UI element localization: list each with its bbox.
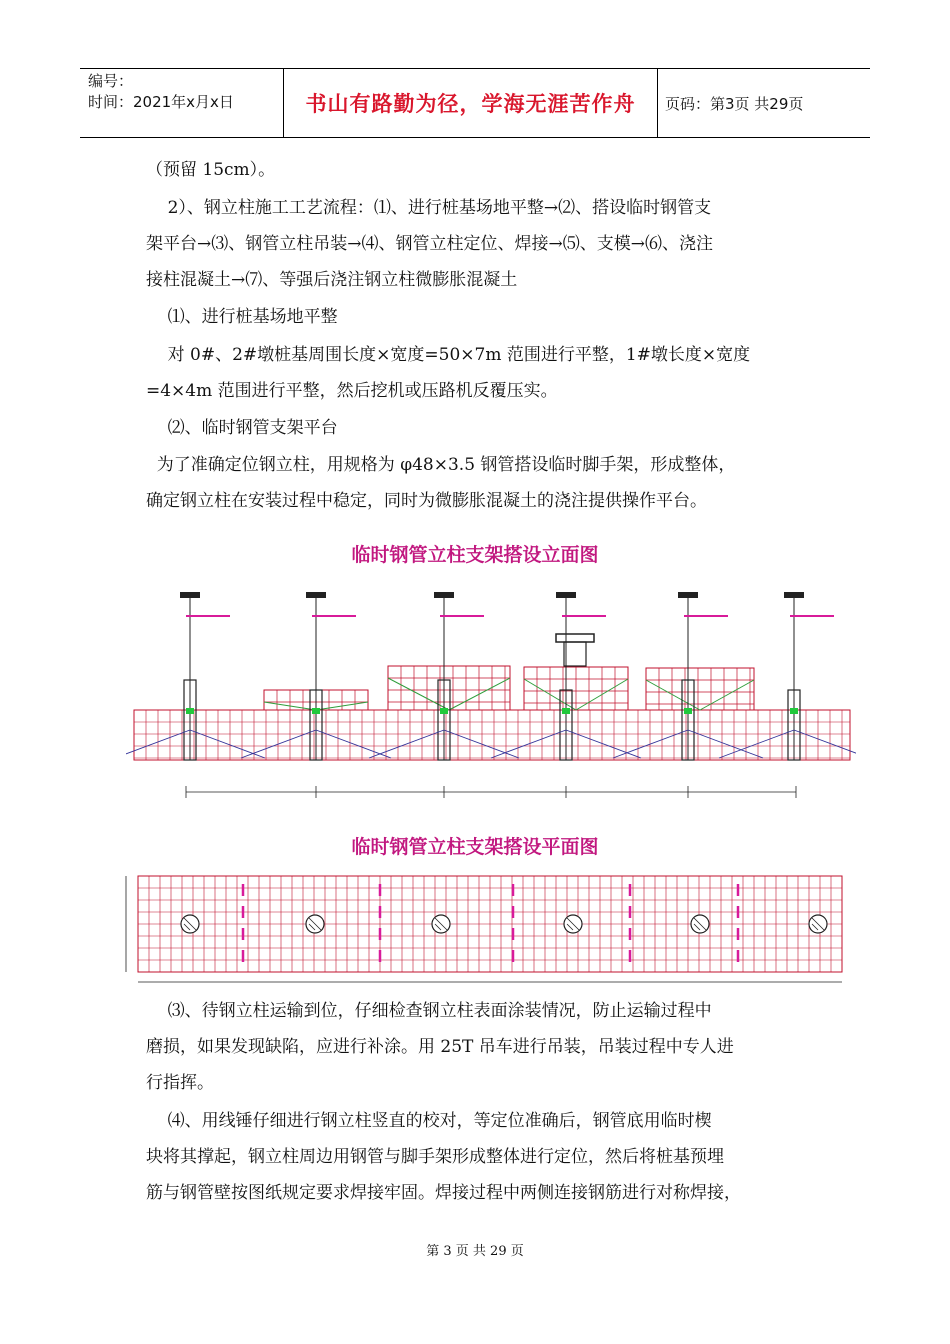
document-date: 时间：2021年x月x日 [88, 93, 234, 111]
text-line: 对 0#、2#墩桩基周围长度×宽度=50×7m 范围进行平整，1#墩长度×宽度 [146, 345, 751, 365]
base-scaffold-band [134, 710, 850, 760]
text-line: =4×4m 范围进行平整，然后挖机或压路机反覆压实。 [146, 381, 558, 401]
column-cap [678, 592, 698, 598]
paragraph-step4 [146, 1103, 816, 1211]
elevation-figure-title: 临时钢管立柱支架搭设立面图 [351, 544, 599, 566]
column-cap [556, 592, 576, 598]
column-marker [440, 708, 448, 714]
column-cap [180, 592, 200, 598]
paragraph-step3 [146, 993, 816, 1101]
column-marker [562, 708, 570, 714]
column-marker [312, 708, 320, 714]
text-line: 架平台→⑶、钢管立柱吊装→⑷、钢管立柱定位、焊接→⑸、支模→⑹、浇注 [146, 234, 713, 254]
paragraph-reserve [146, 152, 816, 188]
paragraph-step1-title [146, 299, 816, 335]
text-line: 为了准确定位钢立柱，用规格为 φ48×3.5 钢管搭设临时脚手架，形成整体， [146, 455, 736, 475]
header-meta [80, 69, 283, 137]
text-line: 确定钢立柱在安装过程中稳定，同时为微膨胀混凝土的浇注提供操作平台。 [146, 491, 707, 511]
text-line: ⑵、临时钢管支架平台 [146, 418, 338, 438]
text-line: 块将其撑起，钢立柱周边用钢管与脚手架形成整体进行定位，然后将桩基预埋 [146, 1147, 724, 1167]
page-footer: 第 3 页 共 29 页 [426, 1244, 524, 1259]
text-line: 接柱混凝土→⑺、等强后浇注钢立柱微膨胀混凝土 [146, 270, 518, 290]
column-marker [186, 708, 194, 714]
text-line: ⑷、用线锤仔细进行钢立柱竖直的校对，等定位准确后，钢管底用临时楔 [146, 1111, 712, 1131]
text-line: 磨损，如果发现缺陷，应进行补涂。用 25T 吊车进行吊装，吊装过程中专人进 [146, 1037, 734, 1057]
elevation-drawing [126, 580, 856, 810]
header-page-number: 页码：第3页 共29页 [665, 94, 804, 113]
text-line: （预留 15cm）。 [146, 160, 276, 180]
text-line: 筋与钢管壁按图纸规定要求焊接牢固。焊接过程中两侧连接钢筋进行对称焊接， [146, 1183, 741, 1203]
paragraph-step2-body [146, 447, 816, 519]
page-header [80, 68, 870, 138]
text-line: 2）、钢立柱施工工艺流程：⑴、进行桩基场地平整→⑵、搭设临时钢管支 [146, 198, 712, 218]
column-cap [306, 592, 326, 598]
header-motto: 书山有路勤为径，学海无涯苦作舟 [283, 69, 658, 137]
paragraph-step1-body [146, 337, 816, 409]
plan-drawing [118, 870, 858, 986]
column-marker [684, 708, 692, 714]
text-line: ⑶、待钢立柱运输到位，仔细检查钢立柱表面涂装情况，防止运输过程中 [146, 1001, 712, 1021]
paragraph-step2-title [146, 410, 816, 446]
column-cap [784, 592, 804, 598]
plan-figure-title: 临时钢管立柱支架搭设平面图 [351, 836, 599, 858]
document-number: 编号： [88, 72, 134, 90]
pier-cap [556, 634, 594, 642]
pier-neck [564, 642, 586, 666]
text-line: ⑴、进行桩基场地平整 [146, 307, 338, 327]
paragraph-process-flow [146, 190, 816, 298]
text-line: 行指挥。 [146, 1073, 214, 1093]
column-cap [434, 592, 454, 598]
column-marker [790, 708, 798, 714]
